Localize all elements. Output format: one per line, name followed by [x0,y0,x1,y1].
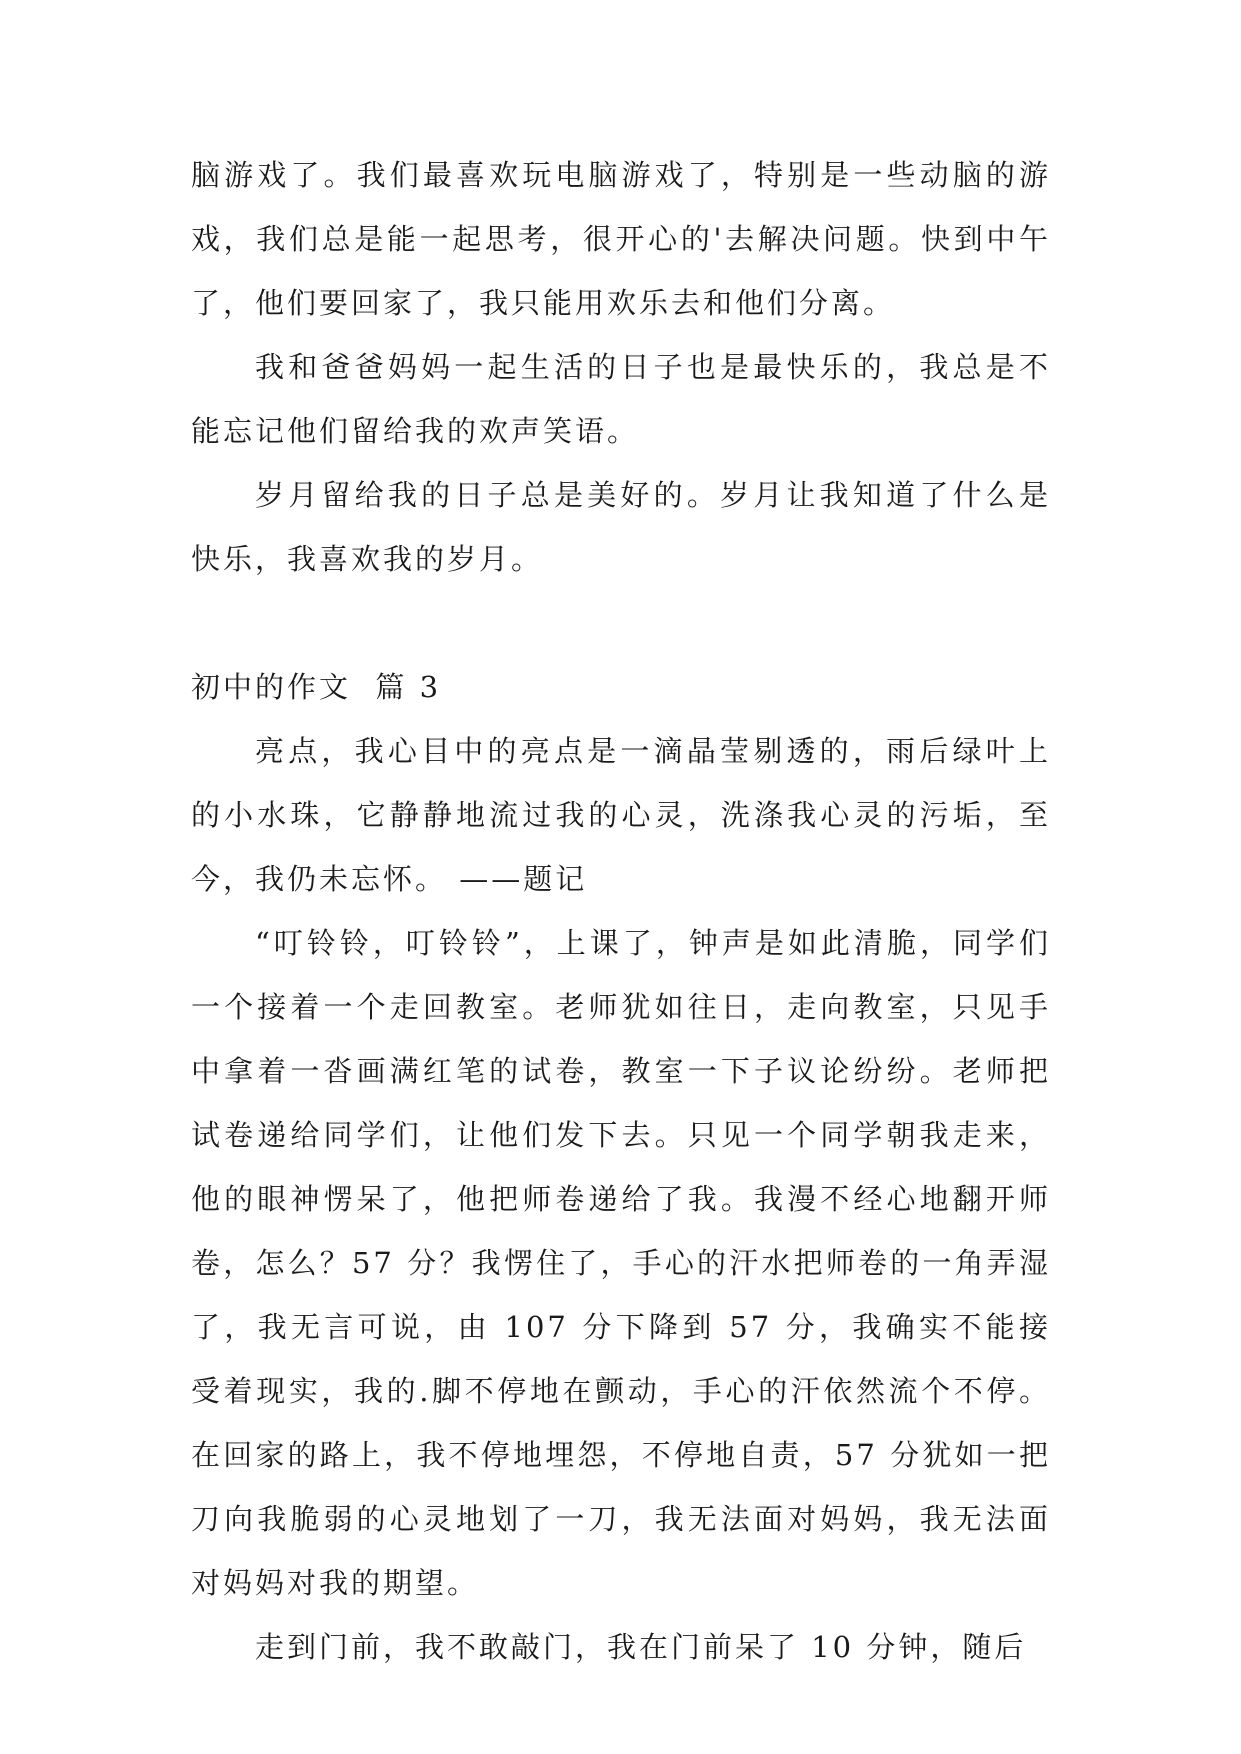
document-page [191,143,1051,1679]
paragraph-intro-2: 我和爸爸妈妈一起生活的日子也是最快乐的，我总是不能忘记他们留给我的欢声笑语。 [191,350,1051,448]
paragraph-section-1: 亮点，我心目中的亮点是一滴晶莹剔透的，雨后绿叶上的小水珠，它静静地流过我的心灵，洗涤我心灵的污垢，至今，我仍未忘怀。 ——题记 [191,734,1051,896]
paragraph-intro-3: 岁月留给我的日子总是美好的。岁月让我知道了什么是快乐，我喜欢我的岁月。 [191,478,1051,576]
section-heading: 初中的作文 篇 3 [191,670,442,704]
paragraph-section-3: 走到门前，我不敢敲门，我在门前呆了 10 分钟，随后 [255,1630,1027,1664]
paragraph-intro-1: 脑游戏了。我们最喜欢玩电脑游戏了，特别是一些动脑的游戏，我们总是能一起思考，很开心的'去解决问题。快到中午了，他们要回家了，我只能用欢乐去和他们分离。 [191,158,1051,320]
paragraph-section-2: “叮铃铃，叮铃铃”，上课了，钟声是如此清脆，同学们一个接着一个走回教室。老师犹如往日，走向教室，只见手中拿着一沓画满红笔的试卷，教室一下子议论纷纷。老师把试卷递给同学们，让他们发下去。只见一个同学朝我走来，他的眼神愣呆了，他把师卷递给了我。我漫不经心地翻开师卷，怎么？57 分？我愣住了，手心的汗水把师卷的一角弄湿了，我无言可说，由 107 分下降到 57 分，我确实不能接受着现实，我的.脚不停地在颤动，手心的汗依然流个不停。在回家的路上，我不停地埋怨，不停地自责，57 分犹如一把刀向我脆弱的心灵地划了一刀，我无法面对妈妈，我无法面对妈妈对我的期望。 [191,926,1051,1600]
